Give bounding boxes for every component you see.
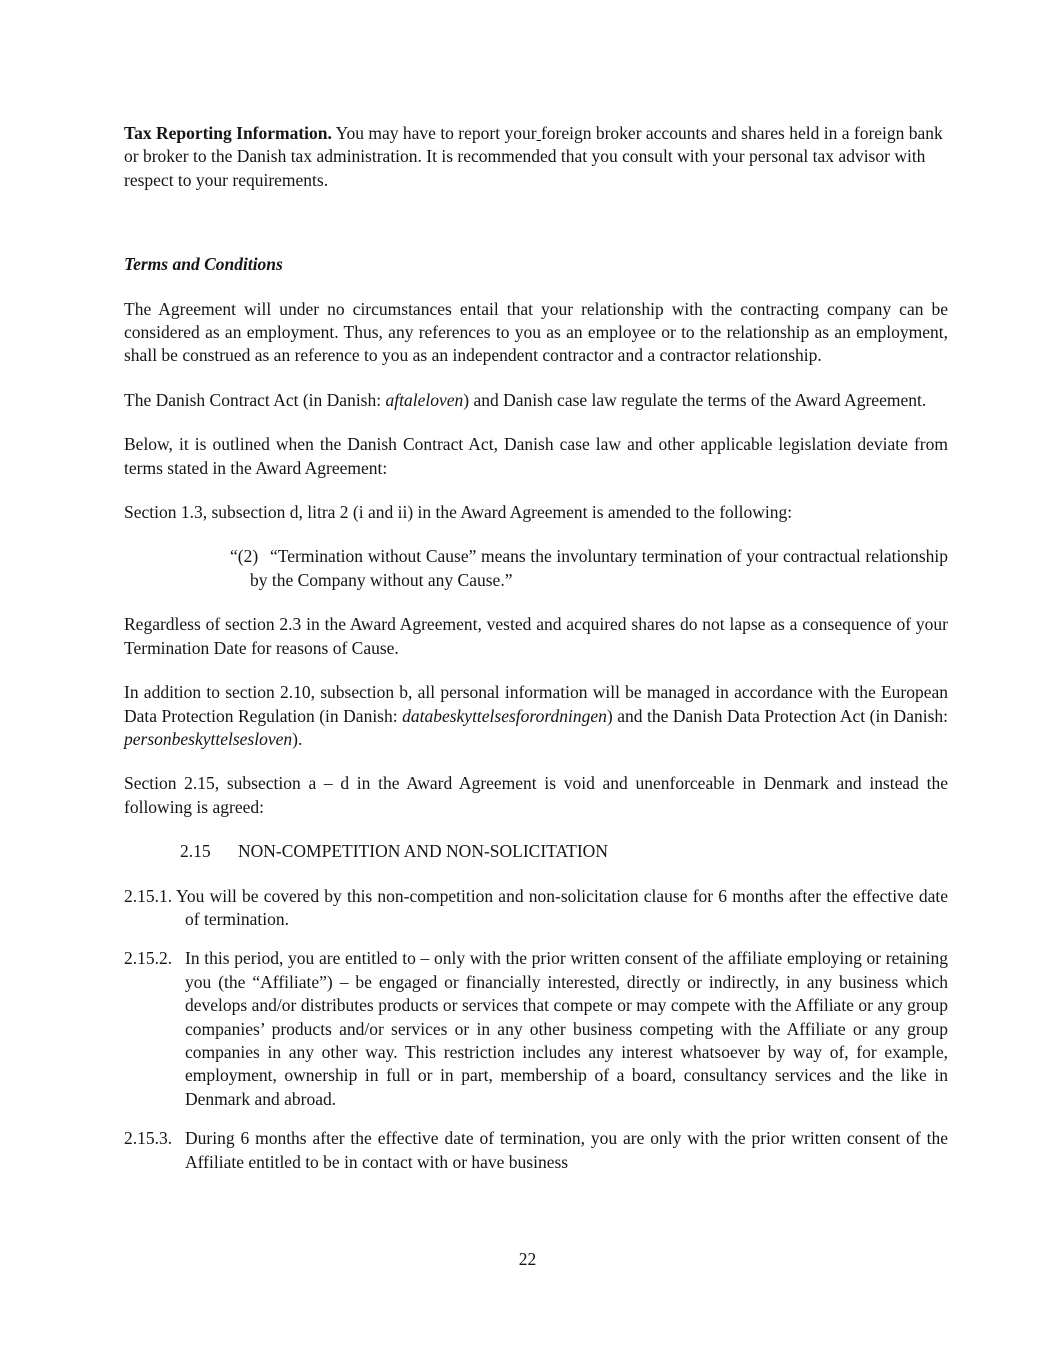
tax-reporting-text-2: foreign broker accounts and shares held in a foreign bank or broker to the Danish tax administration. It is recommended that you consult with your personal tax advisor with respect to your requirements. xyxy=(124,123,943,190)
list-item-text: In this period, you are entitled to – only with the prior written consent of the affiliate employing or retaining you (the “Affiliate”) – be engaged or financially interested, directly or indirectly, in any business which develops and/or distributes products or services that compete or may compete with the Affiliate or any group companies’ products and/or services or in any other business competing with the Affiliate or any group companies in any other way. This restriction includes any interest whatsoever by way of, for example, employment, ownership in full or in part, membership of a board, consultancy services and the like in Denmark and abroad. xyxy=(185,948,948,1109)
heading-number: 2.15 xyxy=(180,841,211,862)
data-protection-text-2: ) and the Danish Data Protection Act (in Danish: xyxy=(606,705,948,726)
section-1-3-paragraph: Section 1.3, subsection d, litra 2 (i and ii) in the Award Agreement is amended to the following: xyxy=(124,502,793,523)
quote-text: “Termination without Cause” means the involuntary termination of your contractual relationship by the Company without any Cause.” xyxy=(250,546,948,590)
contract-act-text-1: The Danish Contract Act (in Danish: xyxy=(124,389,386,410)
list-item-2-15-3 xyxy=(124,1127,948,1174)
heading-title: NON-COMPETITION AND NON-SOLICITATION xyxy=(238,841,608,862)
list-item-number: 2.15.1. xyxy=(124,885,173,906)
termination-quote-block xyxy=(124,545,948,592)
section-2-15-paragraph: Section 2.15, subsection a – d in the Award Agreement is void and unenforceable in Denmark and instead the following is agreed: xyxy=(124,773,948,817)
list-item-number: 2.15.3. xyxy=(124,1128,173,1149)
list-item-2-15-2 xyxy=(124,947,948,1111)
contract-act-paragraph xyxy=(124,389,948,412)
data-protection-paragraph xyxy=(124,681,948,751)
tax-reporting-text-1: You may have to report your xyxy=(331,123,537,143)
list-item-2-15-1 xyxy=(124,885,948,932)
tax-reporting-lead: Tax Reporting Information. xyxy=(124,123,332,143)
regardless-paragraph: Regardless of section 2.3 in the Award Agreement, vested and acquired shares do not lapse as a consequence of your Termination Date for reasons of Cause. xyxy=(124,614,948,658)
non-competition-heading xyxy=(124,840,948,863)
data-protection-danish-term-1: databeskyttelsesforordningen xyxy=(402,705,607,726)
quote-marker: “(2) xyxy=(230,546,259,567)
below-outlined-paragraph: Below, it is outlined when the Danish Contract Act, Danish case law and other applicable legislation deviate from terms stated in the Award Agreement: xyxy=(124,434,948,478)
agreement-paragraph: The Agreement will under no circumstances entail that your relationship with the contracting company can be considered as an employment. Thus, any references to you as an employee or to the relationship as an employment, shall be construed as an reference to you as an independent contractor and a contractor relationship. xyxy=(124,298,948,366)
contract-act-danish-term: aftaleloven xyxy=(385,389,464,410)
list-item-text: You will be covered by this non-competition and non-solicitation clause for 6 months after the effective date of termination. xyxy=(176,885,948,929)
data-protection-text-3: ). xyxy=(292,728,303,749)
data-protection-text-1: In addition to section 2.10, subsection b, all personal information will be managed in accordance with the European Data Protection Regulation (in Danish: xyxy=(124,682,948,726)
data-protection-danish-term-2: personbeskyttelsesloven xyxy=(124,728,293,749)
tax-reporting-paragraph xyxy=(124,122,948,192)
list-item-text: During 6 months after the effective date of termination, you are only with the prior written consent of the Affiliate entitled to be in contact with or have business xyxy=(185,1128,948,1172)
list-item-number: 2.15.2. xyxy=(124,948,173,969)
contract-act-text-2: ) and Danish case law regulate the terms of the Award Agreement. xyxy=(463,389,927,410)
document-content xyxy=(124,122,948,1190)
page-number: 22 xyxy=(518,1249,537,1269)
terms-and-conditions-heading: Terms and Conditions xyxy=(124,254,283,275)
